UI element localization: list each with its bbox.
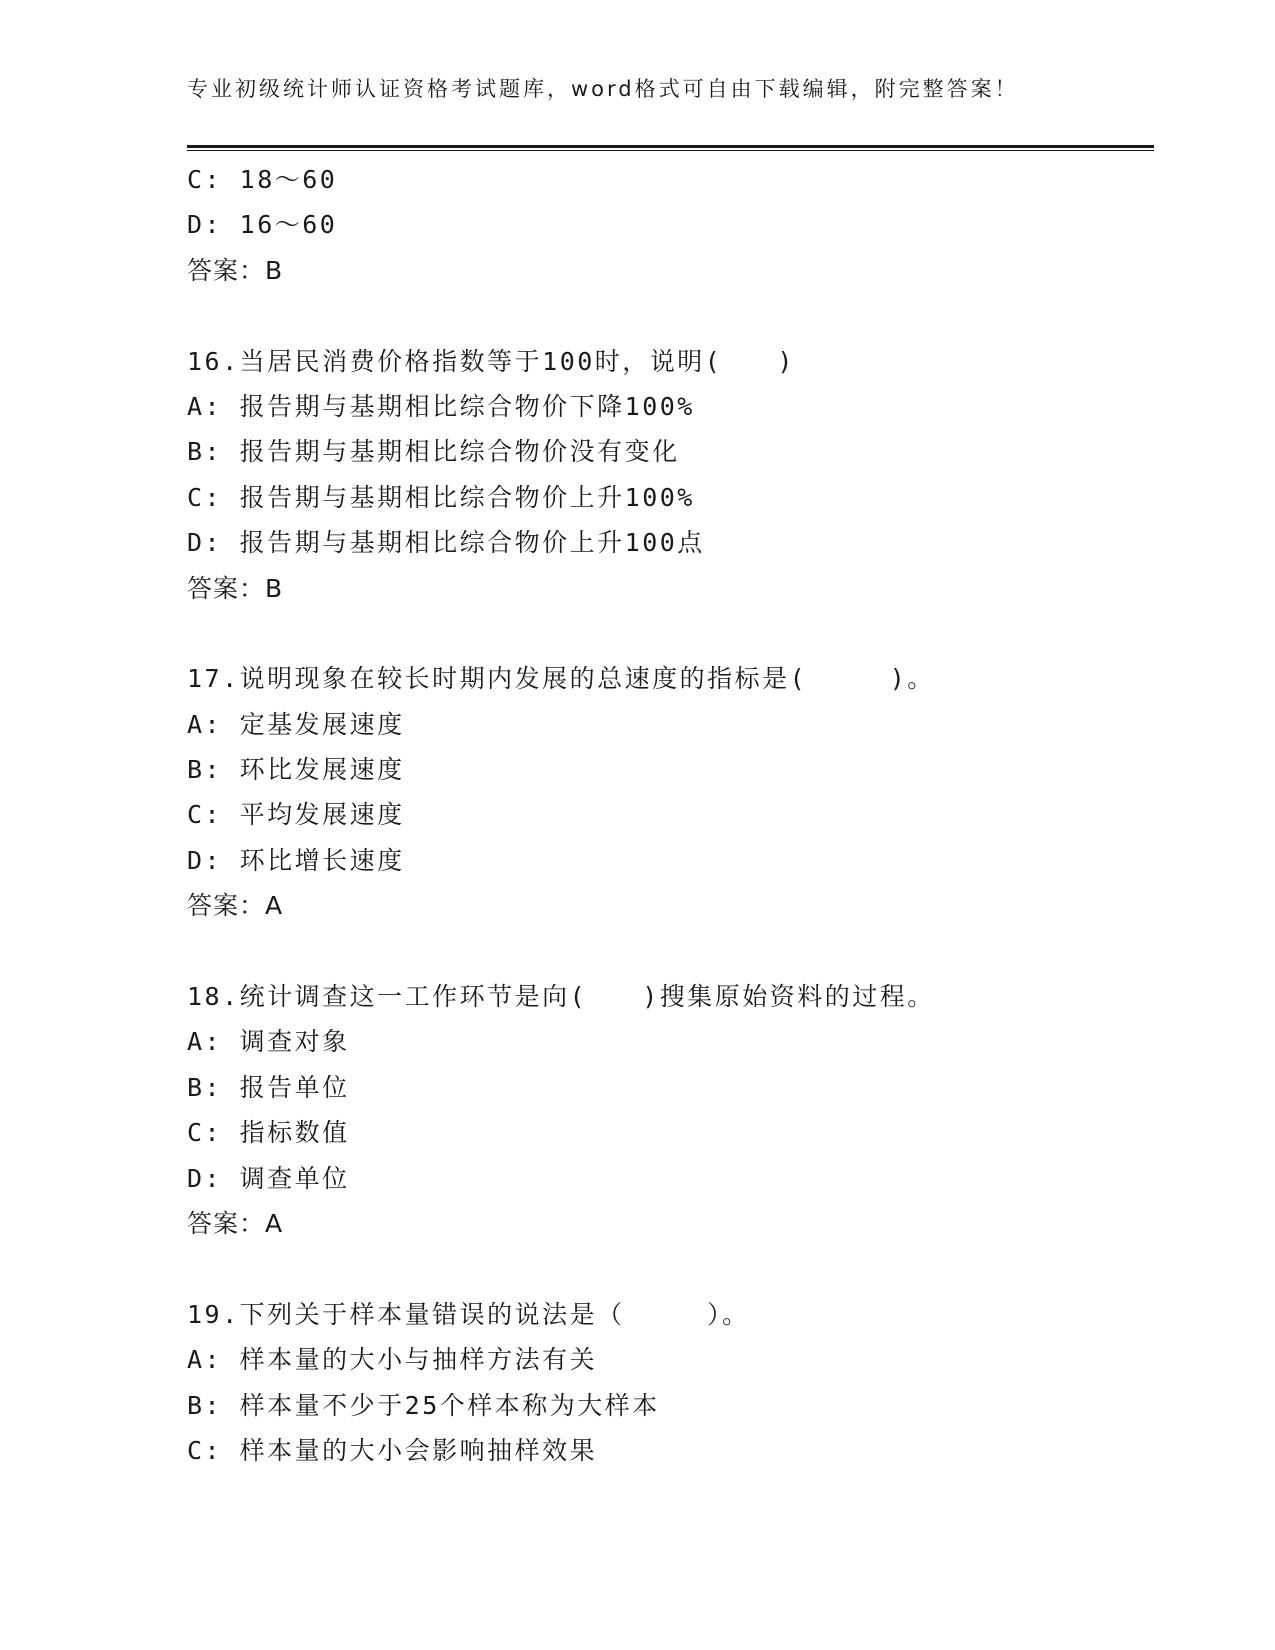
option-a: A: 样本量的大小与抽样方法有关 [187,1345,598,1375]
option-d: D: 环比增长速度 [187,845,405,875]
option-c: C: 平均发展速度 [187,800,405,830]
option-b: B: 样本量不少于25个样本称为大样本 [187,1390,660,1420]
spacer [187,929,1147,974]
option-a: A: 调查对象 [187,1027,350,1057]
option-c: C: 报告期与基期相比综合物价上升100% [187,482,695,512]
option-d: D: 调查单位 [187,1163,350,1193]
option-c: C: 样本量的大小会影响抽样效果 [187,1435,598,1465]
option-a: A: 定基发展速度 [187,709,405,739]
header-rule-thick [187,145,1154,148]
option-d: D: 16～60 [187,210,338,240]
page-header: 专业初级统计师认证资格考试题库，word格式可自由下载编辑，附完整答案！ [187,77,1019,101]
option-d: D: 报告期与基期相比综合物价上升100点 [187,528,705,558]
question-stem: 19.下列关于样本量错误的说法是（ ）。 [187,1299,750,1329]
answer-line: 答案：B [187,255,284,285]
option-c: C: 18～60 [187,165,338,194]
spacer [187,1246,1147,1291]
answer-line: 答案：A [187,891,284,921]
spacer [187,293,1147,338]
spacer [187,611,1147,656]
option-b: B: 报告期与基期相比综合物价没有变化 [187,437,680,467]
option-b: B: 报告单位 [187,1072,350,1102]
question-stem: 16.当居民消费价格指数等于100时，说明( ) [187,346,795,376]
question-list [187,157,1147,1473]
header-rule-thin [187,150,1154,151]
question-stem: 18.统计调查这一工作环节是向( )搜集原始资料的过程。 [187,982,935,1012]
option-c: C: 指标数值 [187,1118,350,1148]
option-a: A: 报告期与基期相比综合物价下降100% [187,391,695,421]
option-b: B: 环比发展速度 [187,755,405,785]
answer-line: 答案：A [187,1208,284,1238]
answer-line: 答案：B [187,573,284,603]
question-stem: 17.说明现象在较长时期内发展的总速度的指标是( )。 [187,664,935,694]
